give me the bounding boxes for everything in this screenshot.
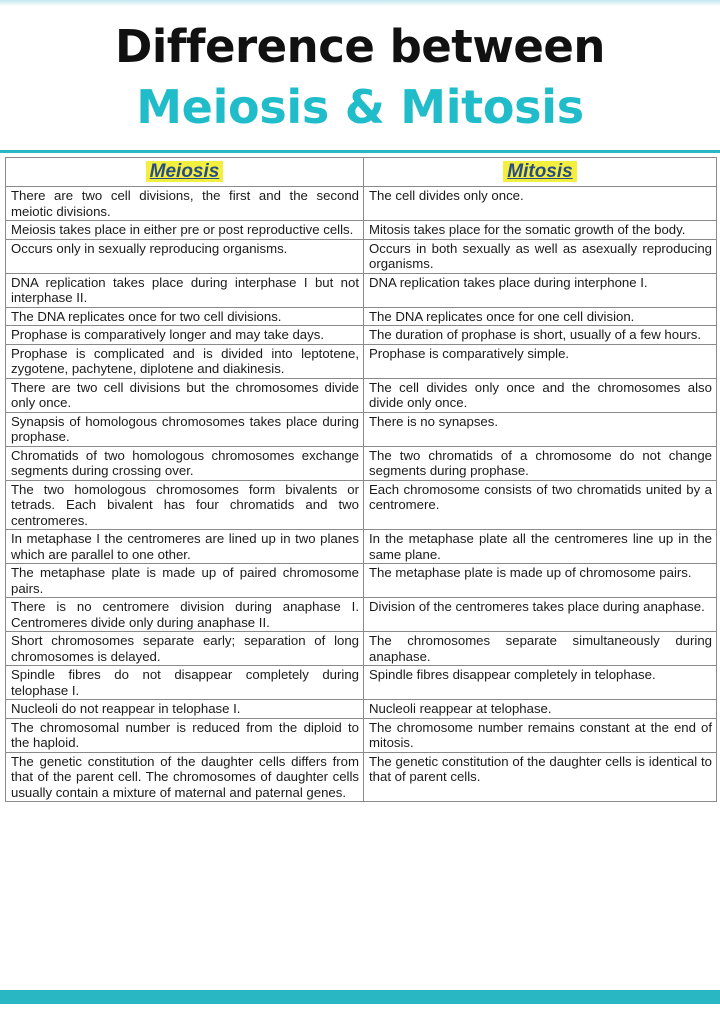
meiosis-cell: The chromosomal number is reduced from the diploid to the haploid.	[6, 719, 364, 753]
column-header-meiosis	[6, 158, 364, 187]
mitosis-cell: In the metaphase plate all the centromeres line up in the same plane.	[364, 530, 717, 564]
mitosis-cell: DNA replication takes place during interphone I.	[364, 274, 717, 308]
meiosis-cell: Short chromosomes separate early; separation of long chromosomes is delayed.	[6, 632, 364, 666]
meiosis-cell: There are two cell divisions, the first and the second meiotic divisions.	[6, 187, 364, 221]
meiosis-cell: There are two cell divisions but the chromosomes divide only once.	[6, 379, 364, 413]
meiosis-cell: Occurs only in sexually reproducing organisms.	[6, 240, 364, 274]
mitosis-cell: There is no synapses.	[364, 413, 717, 447]
meiosis-cell: DNA replication takes place during interphase I but not interphase II.	[6, 274, 364, 308]
meiosis-cell: In metaphase I the centromeres are lined up in two planes which are parallel to one other.	[6, 530, 364, 564]
mitosis-cell: The DNA replicates once for one cell division.	[364, 308, 717, 327]
comparison-table-frame	[0, 150, 720, 996]
mitosis-cell: Mitosis takes place for the somatic growth of the body.	[364, 221, 717, 240]
meiosis-cell: Meiosis takes place in either pre or post reproductive cells.	[6, 221, 364, 240]
meiosis-cell: The genetic constitution of the daughter cells differs from that of the parent cell. The chromosomes of daughter cells usually contain a mixture of maternal and paternal genes.	[6, 753, 364, 803]
mitosis-cell: The cell divides only once and the chromosomes also divide only once.	[364, 379, 717, 413]
comparison-table	[5, 157, 717, 802]
mitosis-cell: The cell divides only once.	[364, 187, 717, 221]
meiosis-cell: Spindle fibres do not disappear completely during telophase I.	[6, 666, 364, 700]
mitosis-cell: Division of the centromeres takes place during anaphase.	[364, 598, 717, 632]
meiosis-cell: The metaphase plate is made up of paired chromosome pairs.	[6, 564, 364, 598]
mitosis-cell: The duration of prophase is short, usually of a few hours.	[364, 326, 717, 345]
meiosis-cell: There is no centromere division during anaphase I. Centromeres divide only during anaphase II.	[6, 598, 364, 632]
mitosis-cell: Each chromosome consists of two chromatids united by a centromere.	[364, 481, 717, 531]
column-header-label: Meiosis	[146, 161, 224, 182]
top-strip	[0, 0, 720, 6]
mitosis-cell: Nucleoli reappear at telophase.	[364, 700, 717, 719]
column-header-label: Mitosis	[503, 161, 576, 182]
meiosis-cell: Prophase is complicated and is divided into leptotene, zygotene, pachytene, diplotene and diakinesis.	[6, 345, 364, 379]
mitosis-cell: Occurs in both sexually as well as asexually reproducing organisms.	[364, 240, 717, 274]
mitosis-cell: Prophase is comparatively simple.	[364, 345, 717, 379]
meiosis-cell: Prophase is comparatively longer and may take days.	[6, 326, 364, 345]
mitosis-cell: The two chromatids of a chromosome do not change segments during prophase.	[364, 447, 717, 481]
page-title: Difference between	[115, 20, 605, 73]
mitosis-cell: The genetic constitution of the daughter cells is identical to that of parent cells.	[364, 753, 717, 803]
meiosis-cell: The DNA replicates once for two cell divisions.	[6, 308, 364, 327]
mitosis-cell: The chromosomes separate simultaneously during anaphase.	[364, 632, 717, 666]
meiosis-cell: Chromatids of two homologous chromosomes exchange segments during crossing over.	[6, 447, 364, 481]
meiosis-cell: Synapsis of homologous chromosomes takes place during prophase.	[6, 413, 364, 447]
mitosis-cell: The chromosome number remains constant at the end of mitosis.	[364, 719, 717, 753]
page-subtitle: Meiosis & Mitosis	[136, 80, 584, 134]
mitosis-cell: Spindle fibres disappear completely in telophase.	[364, 666, 717, 700]
mitosis-cell: The metaphase plate is made up of chromosome pairs.	[364, 564, 717, 598]
column-header-mitosis	[364, 158, 717, 187]
bottom-bar	[0, 990, 720, 1004]
meiosis-cell: The two homologous chromosomes form bivalents or tetrads. Each bivalent has four chromatids and two centromeres.	[6, 481, 364, 531]
meiosis-cell: Nucleoli do not reappear in telophase I.	[6, 700, 364, 719]
